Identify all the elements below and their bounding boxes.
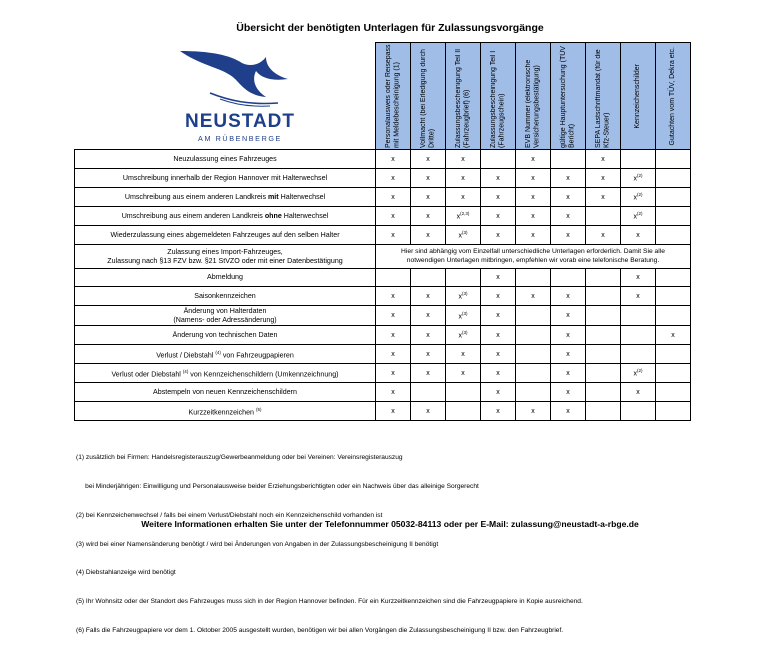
table-row — [75, 245, 691, 269]
col-header: EVB Nummer (elektronische Versicherungsbestätigung) — [516, 43, 551, 150]
table-cell — [586, 326, 621, 345]
table-cell — [551, 269, 586, 287]
table-corner — [75, 43, 376, 150]
table-cell — [656, 345, 691, 364]
row-label: Umschreibung aus einem anderen Landkreis ohne Halterwechsel — [75, 207, 376, 226]
table-cell: x — [621, 269, 656, 287]
table-cell — [481, 150, 516, 169]
table-row — [75, 326, 691, 345]
table-cell: x — [621, 383, 656, 402]
table-cell: x — [376, 345, 411, 364]
col-header: gültige Hauptuntersuchung (TÜV Bericht) — [551, 43, 586, 150]
footnote: (2) bei Kennzeichenwechsel / falls bei einem Verlust/Diebstahl noch ein Kennzeichenschild vorhanden ist — [76, 511, 383, 519]
table-cell: $x^{(3)}$ — [446, 226, 481, 245]
table-row — [75, 345, 691, 364]
table-cell: x — [586, 226, 621, 245]
table-cell: x — [481, 287, 516, 306]
table-cell — [621, 402, 656, 421]
table-cell: x — [411, 364, 446, 383]
table-cell — [516, 364, 551, 383]
table-cell: x — [411, 226, 446, 245]
row-label-line: Zulassung nach §13 FZV bzw. §21 StVZO oder mit einer Datenbestätigung — [107, 256, 343, 265]
table-cell: x — [516, 402, 551, 421]
table-cell — [516, 345, 551, 364]
table-row — [75, 287, 691, 306]
row-label-line: Zulassung eines Import-Fahrzeuges, — [167, 248, 283, 256]
table-cell — [516, 269, 551, 287]
table-cell — [621, 150, 656, 169]
table-cell: x — [516, 287, 551, 306]
table-cell: x — [551, 226, 586, 245]
table-cell: x — [376, 150, 411, 169]
table-cell: $x^{(2)}$ — [621, 364, 656, 383]
table-cell: x — [376, 207, 411, 226]
table-cell: x — [481, 188, 516, 207]
table-cell — [586, 345, 621, 364]
row-label — [75, 306, 376, 326]
table-cell: x — [621, 287, 656, 306]
col-header: SEPA Lastschriftmandat (für die Kfz-Steuer) — [586, 43, 621, 150]
row-label-line: Änderung von Halterdaten — [183, 307, 267, 315]
logo-brand: NEUSTADT — [184, 111, 296, 132]
table-cell — [446, 383, 481, 402]
table-cell — [656, 169, 691, 188]
table-cell: x — [411, 188, 446, 207]
table-cell: x — [586, 169, 621, 188]
table-cell — [516, 326, 551, 345]
table-cell: x — [376, 402, 411, 421]
table-cell: $x^{(2)}$ — [621, 169, 656, 188]
table-cell — [656, 402, 691, 421]
contact-info: Weitere Informationen erhalten Sie unter der Telefonnummer 05032-84113 oder per E-Mail: zulassung@neustadt-a-rbge.de — [141, 519, 639, 529]
table-cell: x — [446, 188, 481, 207]
table-cell: x — [376, 226, 411, 245]
table-cell: $x^{(3)}$ — [446, 287, 481, 306]
table-cell: $x^{(3)}$ — [446, 306, 481, 326]
footnote: bei Minderjährigen: Einwilligung und Personalausweise beider Erziehungsberichtigten oder ein Nachweis über das alleinige Sorgerecht — [76, 482, 479, 490]
row-label: Wiederzulassung eines abgemeldeten Fahrzeuges auf den selben Halter — [75, 226, 376, 245]
table-cell: x — [516, 188, 551, 207]
table-cell: x — [446, 150, 481, 169]
row-label: Abstempeln von neuen Kennzeichenschildern — [75, 383, 376, 402]
table-cell: x — [481, 364, 516, 383]
table-cell: $x^{(2)}$ — [621, 207, 656, 226]
table-row — [75, 150, 691, 169]
table-cell: x — [481, 169, 516, 188]
table-cell: x — [551, 169, 586, 188]
table-cell: x — [376, 188, 411, 207]
table-cell: x — [551, 306, 586, 326]
table-cell — [656, 188, 691, 207]
table-cell: x — [376, 169, 411, 188]
footnote: (6) Falls die Fahrzeugpapiere vor dem 1. Oktober 2005 ausgestellt wurden, benötigen wir bei allen Vorgängen die Zulassungsbescheinigung II bzw. den Fahrzeugbrief. — [76, 626, 564, 634]
table-cell: x — [516, 150, 551, 169]
table-cell: x — [411, 287, 446, 306]
row-label: Verlust / Diebstahl $^{(4)}$ von Fahrzeugpapieren — [75, 345, 376, 364]
table-cell — [656, 207, 691, 226]
col-header: Zulassungsbescheinigung Teil II (Fahrzeugbrief) (6) — [446, 43, 481, 150]
table-cell — [656, 287, 691, 306]
table-cell: x — [551, 364, 586, 383]
table-cell: x — [376, 306, 411, 326]
row-label: Kurzzeitkennzeichen $^{(5)}$ — [75, 402, 376, 421]
footnote: (4) Diebstahlanzeige wird benötigt — [76, 569, 176, 577]
table-cell: x — [446, 364, 481, 383]
table-row — [75, 207, 691, 226]
table-cell: x — [551, 326, 586, 345]
table-row — [75, 188, 691, 207]
table-cell — [656, 364, 691, 383]
table-cell: x — [551, 345, 586, 364]
table-cell: x — [376, 364, 411, 383]
row-label: Saisonkennzeichen — [75, 287, 376, 306]
table-cell — [586, 287, 621, 306]
footnotes — [76, 434, 583, 645]
table-cell — [516, 383, 551, 402]
table-cell: x — [516, 207, 551, 226]
table-row — [75, 169, 691, 188]
table-cell: x — [551, 188, 586, 207]
row-label: Umschreibung aus einem anderen Landkreis mit Halterwechsel — [75, 188, 376, 207]
table-cell: x — [481, 402, 516, 421]
footnote: (3) wird bei einer Namensänderung benötigt / wird bei Änderungen von Angaben in der Zulassungsbescheinigung II benötigt — [76, 540, 439, 548]
footnote: (5) Ihr Wohnsitz oder der Standort des Fahrzeuges muss sich in der Region Hannover befinden. Für ein Kurzzeitkennzeichen sind die Fahrzeugpapiere in Kopie ausreichend. — [76, 598, 583, 606]
table-cell — [621, 345, 656, 364]
row-label: Verlust oder Diebstahl $^{(4)}$ von Kennzeichenschildern (Umkennzeichnung) — [75, 364, 376, 383]
table-cell — [621, 306, 656, 326]
table-row — [75, 306, 691, 326]
footnote: (1) zusätzlich bei Firmen: Handelsregisterauszug/Gewerbeanmeldung oder bei Vereinen: Vereinsregisterauszug — [76, 454, 403, 462]
table-cell: x — [481, 269, 516, 287]
table-cell: x — [481, 306, 516, 326]
row-label: Abmeldung — [75, 269, 376, 287]
table-cell: x — [411, 207, 446, 226]
table-cell: x — [481, 345, 516, 364]
documents-table — [74, 42, 691, 421]
table-cell — [656, 226, 691, 245]
table-cell — [551, 150, 586, 169]
table-cell — [586, 306, 621, 326]
table-cell: x — [411, 326, 446, 345]
table-cell: x — [516, 169, 551, 188]
table-cell: x — [411, 150, 446, 169]
table-cell: x — [411, 402, 446, 421]
table-row — [75, 383, 691, 402]
table-cell: $x^{(2)}$ — [621, 188, 656, 207]
table-cell — [376, 269, 411, 287]
table-cell — [446, 269, 481, 287]
table-cell: x — [411, 345, 446, 364]
table-cell: x — [376, 287, 411, 306]
table-cell: x — [516, 226, 551, 245]
row-label: Neuzulassung eines Fahrzeuges — [75, 150, 376, 169]
table-cell: x — [481, 226, 516, 245]
table-cell: $x^{(3)}$ — [446, 326, 481, 345]
table-cell: x — [411, 169, 446, 188]
table-cell — [446, 402, 481, 421]
table-cell: x — [551, 383, 586, 402]
table-cell — [656, 150, 691, 169]
table-cell: x — [376, 383, 411, 402]
row-label-line: (Namens- oder Adressänderung) — [173, 315, 277, 324]
table-cell: x — [551, 207, 586, 226]
table-cell: x — [586, 150, 621, 169]
table-cell: x — [481, 383, 516, 402]
table-cell — [586, 402, 621, 421]
table-row — [75, 226, 691, 245]
page-title: Übersicht der benötigten Unterlagen für Zulassungsvorgänge — [236, 22, 544, 34]
table-cell: x — [446, 169, 481, 188]
row-label — [75, 245, 376, 269]
table-cell: x — [376, 326, 411, 345]
table-cell: $x^{(2,3)}$ — [446, 207, 481, 226]
table-cell: x — [481, 207, 516, 226]
table-cell — [586, 364, 621, 383]
row-label: Umschreibung innerhalb der Region Hannover mit Halterwechsel — [75, 169, 376, 188]
table-cell — [411, 383, 446, 402]
col-header: Kennzeichenschilder — [621, 43, 656, 150]
col-header: Vollmacht (bei Erledigung durch Dritte) — [411, 43, 446, 150]
table-row — [75, 402, 691, 421]
col-header: Personalausweis oder Reisepass mit Meldebescheinigung (1) — [376, 43, 411, 150]
table-cell — [656, 269, 691, 287]
table-cell — [621, 326, 656, 345]
table-cell: x — [446, 345, 481, 364]
table-cell: x — [411, 306, 446, 326]
row-label: Änderung von technischen Daten — [75, 326, 376, 345]
table-cell: x — [551, 287, 586, 306]
table-cell — [586, 207, 621, 226]
table-cell — [656, 383, 691, 402]
table-cell — [411, 269, 446, 287]
logo-subtitle: AM RÜBENBERGE — [198, 134, 282, 143]
table-cell: x — [551, 402, 586, 421]
table-cell — [586, 383, 621, 402]
table-cell: x — [656, 326, 691, 345]
table-cell: x — [621, 226, 656, 245]
table-row — [75, 364, 691, 383]
col-header: Zulassungsbescheinigung Teil I (Fahrzeugschein) — [481, 43, 516, 150]
table-cell — [656, 306, 691, 326]
table-row — [75, 269, 691, 287]
col-header: Gutachten vom TÜV, Dekra etc. — [656, 43, 691, 150]
table-cell — [586, 269, 621, 287]
table-cell: x — [586, 188, 621, 207]
table-cell: x — [481, 326, 516, 345]
table-cell — [516, 306, 551, 326]
row-note: Hier sind abhängig vom Einzelfall unterschiedliche Unterlagen erforderlich. Damit Sie alle notwendigen Unterlagen mitbringen, empfehlen wir vorab eine telefonische Beratung. — [376, 245, 691, 269]
